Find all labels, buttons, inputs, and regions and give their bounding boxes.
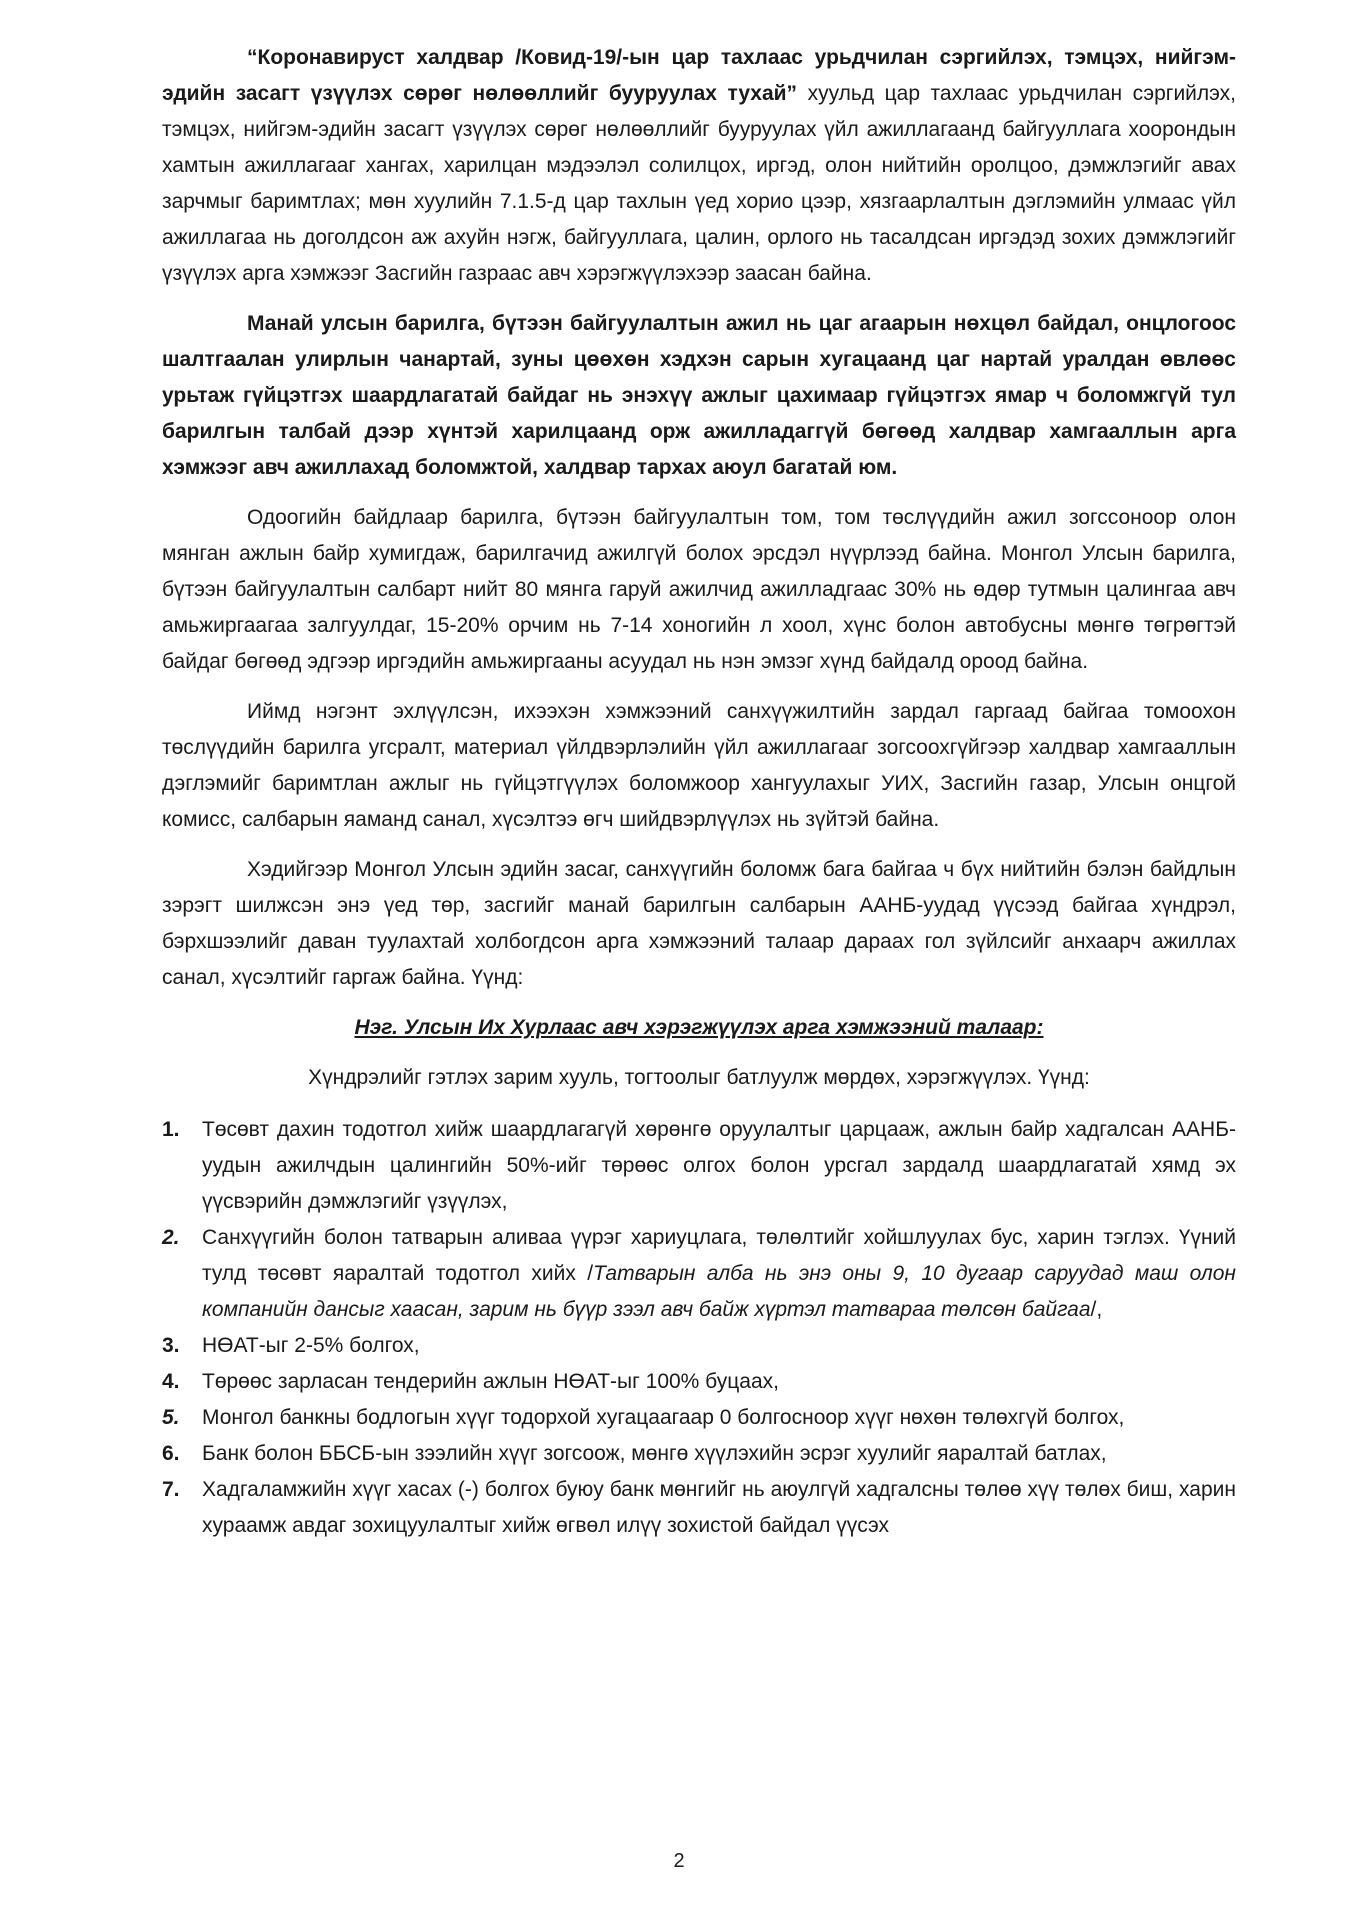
- list-item-text: Төрөөс зарласан тендерийн ажлын НӨАТ-ыг 100% буцаах,: [202, 1370, 779, 1393]
- list-item-text: Банк болон ББСБ-ын зээлийн хүүг зогсоож, мөнгө хүүлэхийн эсрэг хуулийг яаралтай батлах,: [202, 1442, 1107, 1465]
- list-item-text: НӨАТ-ыг 2-5% болгох,: [202, 1334, 420, 1357]
- list-item: [162, 1328, 1236, 1364]
- list-item-text: Санхүүгийн болон татварын аливаа үүрэг хариуцлага, төлөлтийг хойшлуулах бус, харин тэглэх. Үүний тулд төсөвт яаралтай тодотгол хийх /: [202, 1226, 1236, 1285]
- list-item: [162, 1364, 1236, 1400]
- list-item-number: 1.: [162, 1118, 180, 1141]
- paragraph-law-reference: [162, 40, 1236, 292]
- page-number: 2: [673, 1850, 685, 1872]
- list-item: [162, 1220, 1236, 1328]
- list-item-italic-note: Татварын алба нь энэ оны 9, 10 дугаар саруудад маш олон компанийн дансыг хаасан, зарим нь бүүр зээл авч байж хүртэл татвараа төлсөн байгаа: [202, 1262, 1236, 1321]
- measures-list: [162, 1112, 1236, 1544]
- list-item: [162, 1112, 1236, 1220]
- paragraph-law-body: хуульд цар тахлаас урьдчилан сэргийлэх, тэмцэх, нийгэм-эдийн засагт үзүүлэх сөрөг нөлөөллийг бууруулах үйл ажиллагаанд байгууллага хоорондын хамтын ажиллагааг хангах, харилцан мэдээлэл солилцох, иргэд, олон нийтийн оролцоо, дэмжлэгийг авах зарчмыг баримтлах; мөн хуулийн 7.1.5-д цар тахлын үед хорио цээр, хязгаарлалтын дэглэмийн улмаас үйл ажиллагаа нь доголдсон аж ахуйн нэгж, байгууллага, цалин, орлого нь тасалдсан иргэдэд зохих дэмжлэгийг үзүүлэх арга хэмжээг Засгийн газраас авч хэрэгжүүлэхээр заасан байна.: [162, 82, 1236, 285]
- list-item-text: Төсөвт дахин тодотгол хийж шаардлагагүй хөрөнгө оруулалтыг царцааж, ажлын байр хадгалсан ААНБ-уудын ажилчдын цалингийн 50%-ийг төрөөс олгох болон урсгал зардалд шаардлагатай хямд эх үүсвэрийн дэмжлэгийг үзүүлэх,: [202, 1118, 1236, 1213]
- list-item-text: Монгол банкны бодлогын хүүг тодорхой хугацаагаар 0 болгосноор хүүг нөхөн төлөхгүй болгох,: [202, 1406, 1125, 1429]
- list-item-text: Хадгаламжийн хүүг хасах (-) болгох буюу банк мөнгийг нь аюулгүй хадгалсны төлөө хүү төлөх биш, харин хураамж авдаг зохицуулалтыг хийж өгвөл илүү зохистой байдал үүсэх: [202, 1478, 1236, 1537]
- paragraph-current-situation: Одоогийн байдлаар барилга, бүтээн байгуулалтын том, том төслүүдийн ажил зогссоноор олон мянган ажлын байр хумигдаж, барилгачид ажилгүй болох эрсдэл нүүрлээд байна. Монгол Улсын барилга, бүтээн байгуулалтын салбарт нийт 80 мянга гаруй ажилчид ажилладгаас 30% нь өдөр тутмын цалингаа авч амьжиргаагаа залгуулдаг, 15-20% орчим нь 7-14 хоногийн л хоол, хүнс болон автобусны мөнгө төгрөгтэй байдаг бөгөөд эдгээр иргэдийн амьжиргааны асуудал нь нэн эмзэг хүнд байдалд ороод байна.: [162, 506, 1236, 673]
- law-title: “Коронавируст халдвар /Ковид-19/-ын цар тахлаас урьдчилан сэргийлэх, тэмцэх, нийгэм-эдийн засагт үзүүлэх сөрөг нөлөөллийг бууруулах тухай”: [162, 46, 1236, 105]
- list-item-number: 2.: [162, 1226, 180, 1249]
- paragraph-seasonal-construction: Манай улсын барилга, бүтээн байгуулалтын ажил нь цаг агаарын нөхцөл байдал, онцлогоос шалтгаалан улирлын чанартай, зуны цөөхөн хэдхэн сарын хугацаанд цаг нартай уралдан өвлөөс урьтаж гүйцэтгэх шаардлагатай байдаг нь энэхүү ажлыг цахимаар гүйцэтгэх ямар ч боломжгүй тул барилгын талбай дээр хүнтэй харилцаанд орж ажилладаггүй бөгөөд халдвар хамгааллын арга хэмжээг авч ажиллахад боломжтой, халдвар тархах аюул багатай юм.: [162, 312, 1236, 479]
- list-item: [162, 1436, 1236, 1472]
- list-item-number: 5.: [162, 1406, 180, 1429]
- paragraph-proposal: Иймд нэгэнт эхлүүлсэн, ихээхэн хэмжээний санхүүжилтийн зардал гаргаад байгаа томоохон төслүүдийн барилга угсралт, материал үйлдвэрлэлийн үйл ажиллагааг зогсоохгүйгээр халдвар хамгааллын дэглэмийг баримтлан ажлыг нь гүйцэтгүүлэх боломжоор хангуулахыг УИХ, Засгийн газар, Улсын онцгой комисс, салбарын яаманд санал, хүсэлтээ өгч шийдвэрлүүлэх нь зүйтэй байна.: [162, 700, 1236, 831]
- list-item-number: 6.: [162, 1442, 180, 1465]
- list-item: [162, 1472, 1236, 1544]
- list-item-number: 3.: [162, 1334, 180, 1357]
- section-intro: Хүндрэлийг гэтлэх зарим хууль, тогтоолыг батлуулж мөрдөх, хэрэгжүүлэх. Үүнд:: [308, 1066, 1090, 1089]
- section-heading: Нэг. Улсын Их Хурлаас авч хэрэгжүүлэх арга хэмжээний талаар:: [354, 1016, 1044, 1039]
- list-item-number: 4.: [162, 1370, 180, 1393]
- list-item-tail: /,: [1090, 1298, 1103, 1321]
- paragraph-requests-intro: Хэдийгээр Монгол Улсын эдийн засаг, санхүүгийн боломж бага байгаа ч бүх нийтийн бэлэн байдлын зэрэгт шилжсэн энэ үед төр, засгийг манай барилгын салбарын ААНБ-уудад үүсээд байгаа хүндрэл, бэрхшээлийг даван туулахтай холбогдсон арга хэмжээний талаар дараах гол зүйлсийг анхаарч ажиллах санал, хүсэлтийг гаргаж байна. Үүнд:: [162, 858, 1236, 989]
- list-item: [162, 1400, 1236, 1436]
- document-page: [162, 40, 1236, 1544]
- list-item-number: 7.: [162, 1478, 180, 1501]
